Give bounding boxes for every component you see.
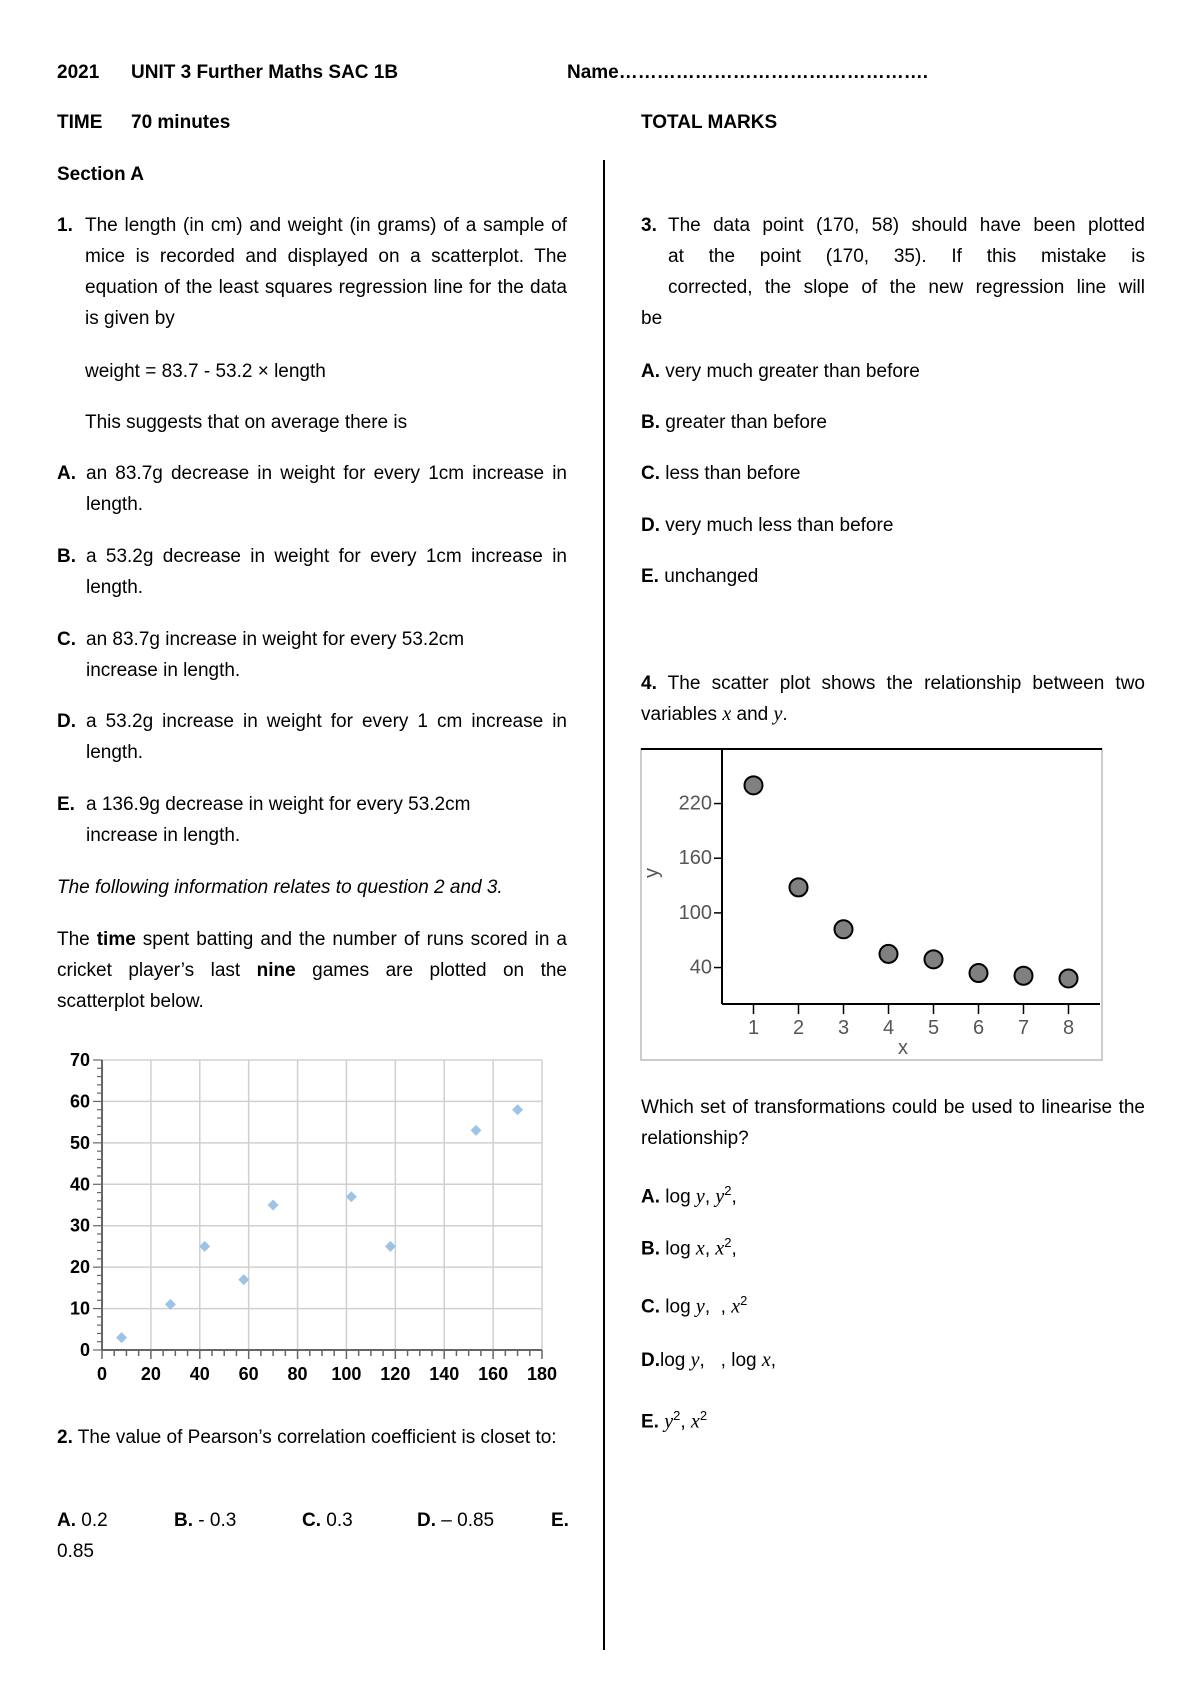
data-point bbox=[268, 1200, 279, 1211]
q3-option-d: D. very much less than before bbox=[641, 515, 894, 536]
y-tick-label: 30 bbox=[69, 1215, 90, 1236]
x-tick-label: 3 bbox=[837, 1017, 850, 1039]
q1-option-e-letter: E. bbox=[57, 794, 75, 815]
q3-stem-line4: be bbox=[641, 308, 663, 329]
x-tick-label: 7 bbox=[1017, 1017, 1030, 1039]
q1-option-e-text: a 136.9g decrease in weight for every 53.2cm increase in length. bbox=[86, 794, 471, 846]
q1-option-d-text: a 53.2g increase in weight for every 1 cm increase in length. bbox=[86, 711, 567, 763]
q1-option-a-letter: A. bbox=[57, 463, 76, 484]
name-field-label: Name…………………………………………. bbox=[567, 62, 929, 83]
q1-option-b-text: a 53.2g decrease in weight for every 1cm increase in length. bbox=[86, 546, 567, 598]
x-tick-label: 180 bbox=[526, 1364, 558, 1384]
q2-option-e-text: 0.85 bbox=[57, 1541, 94, 1562]
q3-option-c: C. less than before bbox=[641, 463, 801, 484]
x-tick-label: 2 bbox=[792, 1017, 805, 1039]
data-point bbox=[970, 964, 988, 982]
q3-option-b: B. greater than before bbox=[641, 412, 827, 433]
data-point bbox=[238, 1274, 249, 1285]
x-tick-label: 8 bbox=[1062, 1017, 1075, 1039]
x-tick-label: 6 bbox=[972, 1017, 985, 1039]
x-tick-label: 120 bbox=[380, 1364, 411, 1384]
q1-option-c-letter: C. bbox=[57, 629, 76, 650]
q2-option-c: C. 0.3 bbox=[302, 1510, 353, 1531]
q4-option-e: E. $y^2$, $x^2$ bbox=[641, 1408, 708, 1433]
y-tick-label: 160 bbox=[678, 847, 712, 870]
time-label: TIME bbox=[57, 112, 103, 133]
q2-option-e-letter: E. bbox=[551, 1510, 569, 1531]
q3-stem-line3: corrected, the slope of the new regression line will bbox=[668, 277, 1145, 298]
y-tick-label: 40 bbox=[69, 1174, 90, 1195]
x-tick-label: 160 bbox=[478, 1364, 509, 1384]
data-point bbox=[471, 1125, 482, 1136]
data-point bbox=[1015, 967, 1033, 985]
q1-option-d-letter: D. bbox=[57, 711, 76, 732]
total-marks-label: TOTAL MARKS bbox=[641, 112, 778, 133]
x-tick-label: 80 bbox=[287, 1364, 308, 1384]
column-divider bbox=[603, 160, 605, 1650]
y-tick-label: 60 bbox=[69, 1091, 90, 1112]
x-axis-label: x bbox=[898, 1037, 908, 1059]
q2-option-a: A. 0.2 bbox=[57, 1510, 108, 1531]
y-tick-label: 100 bbox=[678, 901, 712, 924]
x-tick-label: 4 bbox=[882, 1017, 895, 1039]
q2-option-b: B. - 0.3 bbox=[174, 1510, 237, 1531]
q2-stem: 2. The value of Pearson’s correlation coefficient is closet to: bbox=[57, 1427, 557, 1448]
x-tick-label: 1 bbox=[747, 1017, 760, 1039]
y-tick-label: 40 bbox=[689, 956, 712, 979]
q3-stem-line1: The data point (170, 58) should have been plotted bbox=[668, 215, 1145, 236]
x-tick-label: 5 bbox=[927, 1017, 940, 1039]
data-point bbox=[925, 950, 943, 968]
q4-option-c: C. log y, , $x^2$ bbox=[641, 1293, 748, 1318]
y-axis-label: y bbox=[641, 868, 663, 878]
q3-option-a: A. very much greater than before bbox=[641, 361, 920, 382]
data-point bbox=[1060, 969, 1078, 987]
y-tick-label: 0 bbox=[79, 1340, 90, 1360]
q4-option-b: B. log x, $x^2$, bbox=[641, 1235, 737, 1260]
section-title: Section A bbox=[57, 164, 144, 185]
q1-option-b-letter: B. bbox=[57, 546, 76, 567]
q1-equation: weight = 83.7 - 53.2 × length bbox=[85, 361, 326, 382]
header-title: UNIT 3 Further Maths SAC 1B bbox=[131, 62, 399, 83]
x-tick-label: 0 bbox=[96, 1364, 108, 1384]
y-tick-label: 20 bbox=[69, 1257, 90, 1278]
data-point bbox=[880, 945, 898, 963]
q1-prompt: This suggests that on average there is bbox=[85, 412, 408, 433]
q1-stem: The length (in cm) and weight (in grams) of a sample of mice is recorded and displayed on a scatterplot. The equation of the least squares regression line for the data is given by bbox=[85, 215, 567, 329]
data-point bbox=[745, 776, 763, 794]
x-tick-label: 40 bbox=[189, 1364, 210, 1384]
q4-option-a: A. log y, $y^2$, bbox=[641, 1183, 737, 1208]
data-point bbox=[790, 878, 808, 896]
xy-scatterplot bbox=[640, 748, 1105, 1063]
y-tick-label: 220 bbox=[678, 792, 712, 815]
q3-option-e: E. unchanged bbox=[641, 566, 759, 587]
info-paragraph: The time spent batting and the number of runs scored in a cricket player’s last nine games are plotted on the scatterplot below. bbox=[57, 929, 567, 1012]
data-point bbox=[385, 1241, 396, 1252]
x-tick-label: 20 bbox=[140, 1364, 161, 1384]
data-point bbox=[116, 1332, 127, 1343]
q4-option-d: D.log y, , log x, bbox=[641, 1349, 777, 1371]
y-tick-label: 70 bbox=[69, 1050, 90, 1070]
q2-option-d: D. – 0.85 bbox=[417, 1510, 495, 1531]
y-tick-label: 10 bbox=[69, 1298, 90, 1319]
q1-option-a-text: an 83.7g decrease in weight for every 1cm increase in length. bbox=[86, 463, 567, 515]
q1-option-c-text: an 83.7g increase in weight for every 53.2cm increase in length. bbox=[86, 629, 465, 681]
q4-stem: 4. The scatter plot shows the relationship between two variables x and y. bbox=[641, 673, 1145, 725]
info-time-word: time bbox=[96, 929, 136, 950]
q4-question: Which set of transformations could be used to linearise the relationship? bbox=[641, 1097, 1145, 1149]
header-year: 2021 bbox=[57, 62, 100, 83]
info-italic-note: The following information relates to question 2 and 3. bbox=[57, 877, 503, 898]
x-tick-label: 100 bbox=[331, 1364, 362, 1384]
x-tick-label: 140 bbox=[429, 1364, 460, 1384]
data-point bbox=[199, 1241, 210, 1252]
q1-number: 1. bbox=[57, 215, 73, 236]
cricket-scatterplot bbox=[55, 1035, 570, 1390]
q3-number: 3. bbox=[641, 215, 657, 236]
data-point bbox=[835, 920, 853, 938]
x-tick-label: 60 bbox=[238, 1364, 259, 1384]
q3-stem-line2: at the point (170, 35). If this mistake is bbox=[668, 246, 1145, 267]
y-tick-label: 50 bbox=[69, 1132, 90, 1153]
data-point bbox=[512, 1104, 523, 1115]
info-nine-word: nine bbox=[256, 960, 296, 981]
data-point bbox=[346, 1191, 357, 1202]
time-value: 70 minutes bbox=[131, 112, 231, 133]
